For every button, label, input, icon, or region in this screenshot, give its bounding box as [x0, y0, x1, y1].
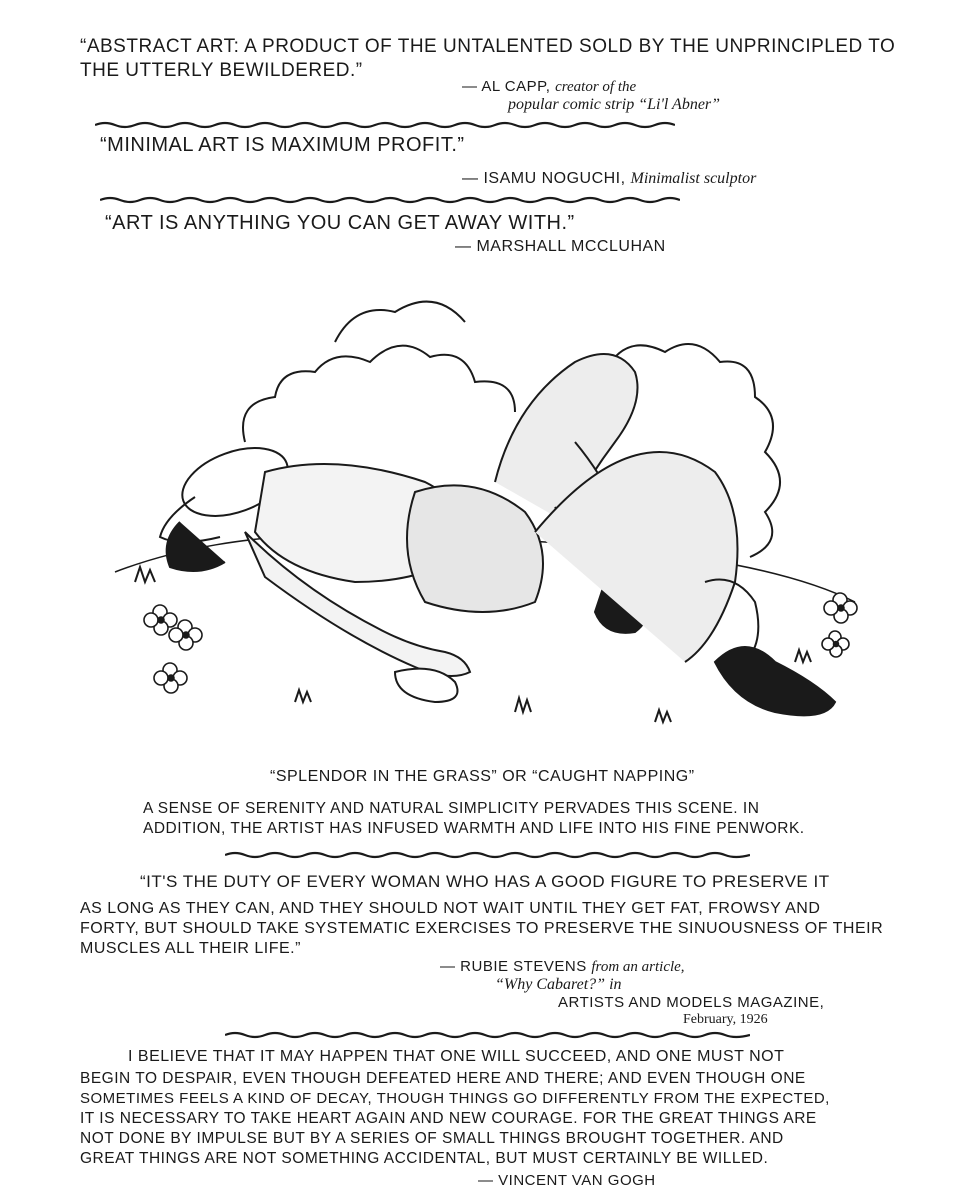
stevens-quote-line-3: FORTY, BUT SHOULD TAKE SYSTEMATIC EXERCISES TO PRESERVE THE SINUOUSNESS OF THEIR — [80, 920, 884, 937]
vangogh-quote-line-1: I BELIEVE THAT IT MAY HAPPEN THAT ONE WILL SUCCEED, AND ONE MUST NOT — [128, 1048, 785, 1065]
vangogh-quote-line-2: BEGIN TO DESPAIR, EVEN THOUGH DEFEATED HERE AND THERE; AND EVEN THOUGH ONE — [80, 1070, 806, 1087]
illustration-caption-line-2: ADDITION, THE ARTIST HAS INFUSED WARMTH AND LIFE INTO HIS FINE PENWORK. — [143, 820, 805, 837]
vangogh-quote-line-5: NOT DONE BY IMPULSE BUT BY A SERIES OF SMALL THINGS BROUGHT TOGETHER. AND — [80, 1130, 784, 1147]
illustration-caption-line-1: A SENSE OF SERENITY AND NATURAL SIMPLICITY PERVADES THIS SCENE. IN — [143, 800, 760, 817]
vangogh-quote-line-6: GREAT THINGS ARE NOT SOMETHING ACCIDENTAL, BUT MUST CERTAINLY BE WILLED. — [80, 1150, 769, 1167]
noguchi-attribution-name: — ISAMU NOGUCHI, — [462, 170, 626, 187]
cloud-top — [335, 302, 465, 342]
stevens-attribution-line-2: “Why Cabaret?” in — [495, 976, 622, 993]
capp-attribution-line-1 — [462, 78, 636, 96]
stevens-attribution-line-3: ARTISTS AND MODELS MAGAZINE, — [558, 994, 825, 1011]
stevens-attribution-line-4: February, 1926 — [683, 1012, 768, 1027]
divider-2 — [100, 193, 680, 207]
mcluhan-quote: “ART IS ANYTHING YOU CAN GET AWAY WITH.” — [105, 212, 575, 234]
stevens-quote-line-1: “IT'S THE DUTY OF EVERY WOMAN WHO HAS A GOOD FIGURE TO PRESERVE IT — [140, 872, 830, 891]
stevens-attribution-line-1 — [440, 958, 685, 976]
flower-5 — [822, 631, 849, 657]
noguchi-attribution-role: Minimalist sculptor — [630, 170, 757, 187]
mcluhan-attribution: — MARSHALL MCCLUHAN — [455, 238, 666, 255]
divider-4 — [225, 1028, 750, 1042]
vangogh-quote-line-4: IT IS NECESSARY TO TAKE HEART AGAIN AND NEW COURAGE. FOR THE GREAT THINGS ARE — [80, 1110, 817, 1127]
capp-attribution-role: creator of the — [555, 79, 637, 95]
vangogh-attribution: — VINCENT VAN GOGH — [478, 1172, 656, 1189]
stevens-attribution-name: — RUBIE STEVENS — [440, 958, 587, 975]
illustration-title: “SPLENDOR IN THE GRASS” OR “CAUGHT NAPPING” — [270, 768, 695, 785]
stevens-quote-line-4: MUSCLES ALL THEIR LIFE.” — [80, 940, 301, 957]
capp-attribution-name: — AL CAPP, — [462, 78, 551, 95]
stevens-attribution-source: from an article, — [591, 959, 685, 975]
stevens-quote-line-2: AS LONG AS THEY CAN, AND THEY SHOULD NOT WAIT UNTIL THEY GET FAT, FROWSY AND — [80, 900, 821, 917]
flower-3 — [154, 663, 187, 693]
divider-3 — [225, 848, 750, 862]
flower-4 — [824, 593, 857, 623]
cloud-left — [243, 346, 515, 442]
divider-1 — [95, 118, 675, 132]
noguchi-quote: “MINIMAL ART IS MAXIMUM PROFIT.” — [100, 134, 465, 156]
reclining-woman-illustration — [95, 282, 865, 762]
capp-quote-line-2: THE UTTERLY BEWILDERED.” — [80, 60, 363, 81]
capp-attribution-line-2: popular comic strip “Li'l Abner” — [508, 96, 721, 113]
capp-quote-line-1: “ABSTRACT ART: A PRODUCT OF THE UNTALENTED SOLD BY THE UNPRINCIPLED TO — [80, 36, 896, 57]
vangogh-quote-line-3: SOMETIMES FEELS A KIND OF DECAY, THOUGH THINGS GO DIFFERENTLY FROM THE EXPECTED, — [80, 1090, 830, 1107]
noguchi-attribution — [462, 170, 756, 188]
